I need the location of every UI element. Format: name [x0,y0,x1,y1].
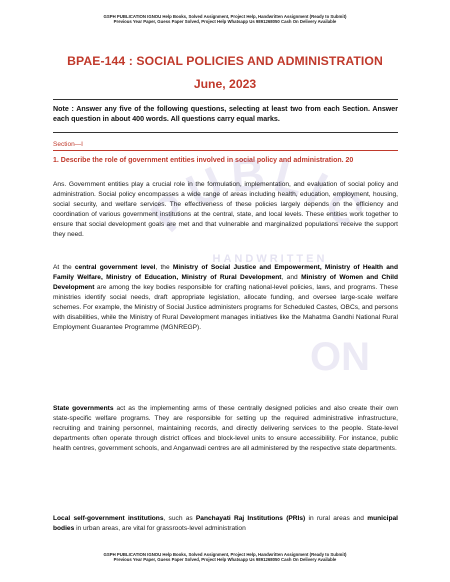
p4-bold-3: municipal bodies [53,515,398,533]
p2-bold-3: Ministry of Women and Child Development [53,274,399,292]
p4-text-1: , such as [163,515,196,522]
page-header [40,14,410,25]
p4-bold-2: Panchayati Raj Institutions (PRIs) [195,515,306,522]
p3-text-1: act as the implementing arms of these centrally designed policies and also create their own state-specific welfare programs. They are responsible for setting up the required administrative infrastructure, recruiting and training personnel, maintaining records, and directly delivering services to the people. State-level departments often operate through district offices and block-level units to ensure accessibility. For instance, public health centres, government schools, and Anganwadi centres are all administered by the respective state departments. [53,405,398,453]
p2-text-3: , and [281,274,302,282]
p4-text-3: in urban areas, are vital for grassroots-level administration [74,525,246,533]
watermark-line-3: ON [310,335,370,379]
question-text: 1. Describe the role of government entities involved in social policy and administration. 20 [53,157,354,164]
section-rule [53,150,398,151]
answer-paragraph-4 [53,514,398,534]
document-date: June, 2023 [193,77,257,91]
note-top-rule [53,99,398,100]
p4-bold-1: Local self-government institutions [53,515,164,522]
p2-text-1: At the [53,264,75,271]
answer-paragraph-1: Ans. Government entities play a crucial role in the formulation, implementation, and evaluation of social policy and administration. Social policy encompasses a wide range of areas including health, education, employment, housing, social security, and welfare services. The effectiveness of these policies largely depends on the efficiency and coordination of various government institutions at the central, state, and local levels. These entities work together to ensure that social development goals are met and that vulnerable and marginalized populations receive the support they need. [53,181,398,239]
footer-line-2: Previous Year Paper, Guess Paper Solved, Project Help Whatsapp Us 9891268050 Cash On Delivery Available [113,557,337,563]
section-heading: Section—I [53,141,83,148]
p2-text-4: are among the key bodies responsible for crafting national-level policies, laws, and programs. These ministries identify social needs, draft appropriate legislation, allocate funding, and oversee large-scale welfare schemes. For example, the Ministry of Social Justice administers programs for Scheduled Castes, OBCs, and persons with disabilities, while the Ministry of Rural Development manages initiatives like the Mahatma Gandhi National Rural Employment Guarantee Programme (MGNREGP). [53,284,398,332]
exam-note: Note : Answer any five of the following questions, selecting at least two from each Section. Answer each question in about 400 words. All questions carry equal marks. [53,105,398,123]
p2-bold-2: Ministry of Social Justice and Empowerment, Ministry of Health and Family Welfare, Ministry of Education, Ministry of Rural Development [53,264,398,282]
page-footer [40,552,410,563]
document-title: BPAE-144 : SOCIAL POLICIES AND ADMINISTRATION [67,54,383,68]
answer-paragraph-3 [53,404,398,454]
p3-bold-1: State governments [53,405,114,412]
note-bottom-rule [53,132,398,133]
header-line-1: GSPH PUBLICATION IGNOU Help Books, Solved Assignment, Project Help, Handwritten Assignment (Ready to Submit) [103,14,347,19]
answer-paragraph-2 [53,263,398,333]
p2-bold-1: central government level [74,264,156,271]
footer-line-1: GSPH PUBLICATION IGNOU Help Books, Solved Assignment, Project Help, Handwritten Assignment (Ready to Submit) [103,552,347,557]
watermark-line-2: HANDWRITTEN [212,253,328,265]
header-line-2: Previous Year Paper, Guess Paper Solved, Project Help Whatsapp Us 9891268050 Cash On Delivery Available [113,19,337,25]
p4-text-2: in rural areas and [305,515,368,522]
p2-text-2: , the [155,264,173,271]
watermark-line-1: PUBLIC [140,150,380,242]
